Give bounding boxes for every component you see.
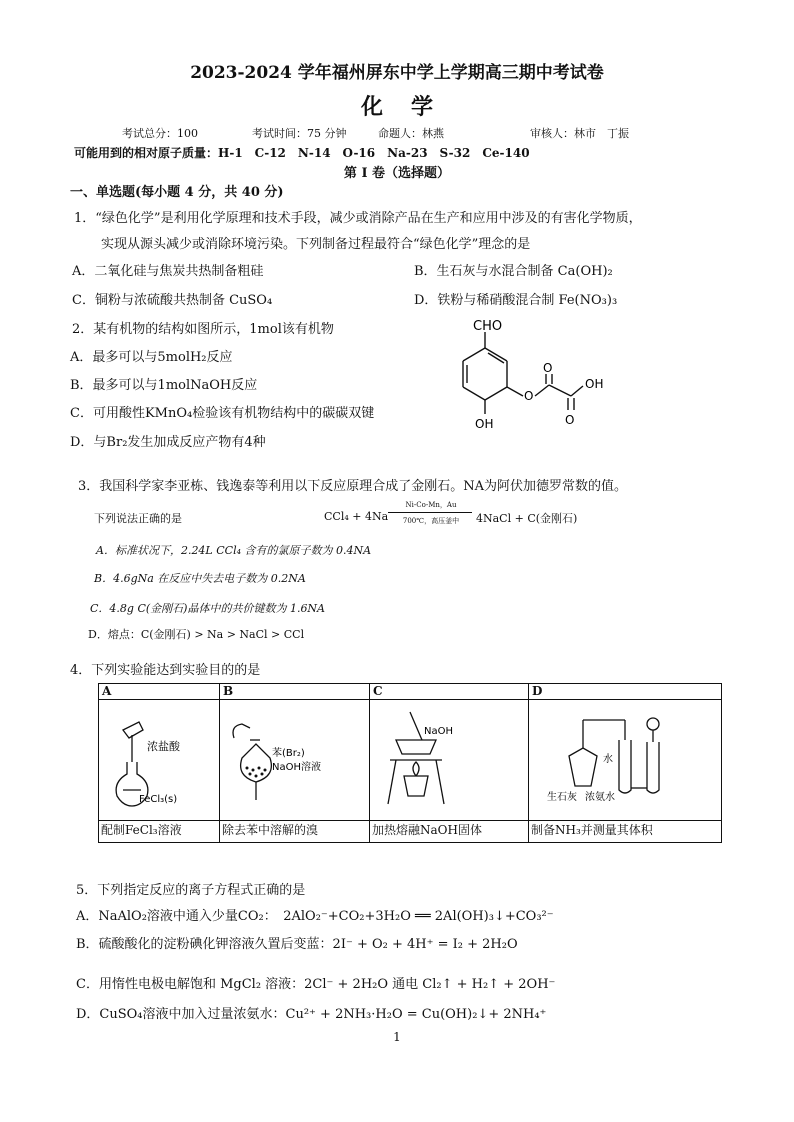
label-conc-hcl: 浓盐酸 — [147, 740, 180, 753]
label-fecl3-solid: FeCl₃(s) — [139, 794, 178, 805]
q5-stem: 5．下列指定反应的离子方程式正确的是 — [76, 883, 306, 898]
q3-substem: 下列说法正确的是 — [94, 512, 182, 525]
exp-caption-d: 制备NH₃并测量其体积 — [529, 820, 722, 842]
struct-acid-oh-label: OH — [585, 377, 604, 391]
label-naoh-solid: NaOH — [424, 726, 453, 737]
page-number: 1 — [393, 1030, 401, 1044]
apparatus-b-drawing — [220, 700, 365, 812]
q5-option-d: D．CuSO₄溶液中加入过量浓氨水：Cu²⁺ + 2NH₃·H₂O = Cu(OH)₂↓+ 2NH₄⁺ — [76, 1007, 547, 1022]
q1-option-c: C．铜粉与浓硫酸共热制备 CuSO₄ — [72, 293, 273, 308]
total-score: 考试总分：100 — [122, 127, 198, 140]
q3-option-c: C．4.8g C(金刚石)晶体中的共价键数为 1.6NA — [90, 602, 326, 615]
exp-caption-a: 配制FeCl₃溶液 — [99, 820, 220, 842]
exp-figure-a — [99, 700, 220, 821]
q5-option-c: C．用惰性电极电解饱和 MgCl₂ 溶液：2Cl⁻ + 2H₂O 通电 Cl₂↑ + H₂↑ + 2OH⁻ — [76, 977, 556, 992]
q2-option-a: A．最多可以与5molH₂反应 — [70, 350, 233, 365]
q5-option-b: B．硫酸酸化的淀粉碘化钾溶液久置后变蓝：2I⁻ + O₂ + 4H⁺ = I₂ + 2H₂O — [76, 937, 518, 952]
q1-option-d: D．铁粉与稀硝酸混合制 Fe(NO₃)₃ — [414, 293, 618, 308]
struct-oh-label: OH — [475, 417, 494, 431]
setter: 命题人：林燕 — [378, 127, 444, 140]
q3-equation-condition-top: Ni-Co-Mn，Au — [405, 501, 457, 509]
q3-option-b: B．4.6gNa 在反应中失去电子数为 0.2NA — [94, 572, 306, 585]
struct-carbonyl-o-label: O — [543, 361, 553, 375]
exam-title: 2023-2024 学年福州屏东中学上学期高三期中考试卷 — [190, 63, 604, 83]
q3-option-a: A．标准状况下，2.24L CCl₄ 含有的氯原子数为 0.4NA — [96, 544, 372, 557]
organic-structure-diagram — [455, 318, 625, 438]
label-benzene-br2: 苯(Br₂) — [272, 748, 305, 759]
struct-carbonyl-o2-label: O — [565, 413, 575, 427]
exp-head-d: D — [529, 684, 722, 700]
exp-caption-c: 加热熔融NaOH固体 — [370, 820, 529, 842]
q3-equation-right: 4NaCl + C(金刚石) — [476, 512, 578, 525]
apparatus-a-drawing — [99, 700, 215, 812]
struct-ester-o-label: O — [524, 389, 534, 403]
exp-figure-d — [529, 700, 722, 821]
exp-caption-b: 除去苯中溶解的溴 — [220, 820, 370, 842]
label-naoh-solution: NaOH溶液 — [272, 762, 321, 773]
q2-option-c: C．可用酸性KMnO₄检验该有机物结构中的碳碳双键 — [70, 406, 375, 421]
exp-head-b: B — [220, 684, 370, 700]
label-conc-ammonia: 浓氨水 — [585, 792, 615, 803]
label-quicklime: 生石灰 — [547, 792, 577, 803]
exam-time: 考试时间：75 分钟 — [252, 127, 347, 140]
section-heading: 一、单选题(每小题 4 分，共 40 分) — [70, 185, 284, 200]
experiment-table — [98, 683, 722, 843]
q3-option-d: D．熔点：C(金刚石) > Na > NaCl > CCl — [88, 628, 305, 641]
reviewer: 审核人：林市 丁振 — [530, 127, 629, 140]
apparatus-d-drawing — [529, 700, 727, 812]
q2-option-d: D．与Br₂发生加成反应产物有4种 — [70, 435, 266, 450]
exp-head-a: A — [99, 684, 220, 700]
q3-equation-condition-bottom: 700℃，高压釜中 — [402, 517, 460, 525]
atomic-mass-line: 可能用到的相对原子质量：H-1 C-12 N-14 O-16 Na-23 S-32 Ce-140 — [74, 146, 530, 160]
q1-stem-line2: 实现从源头减少或消除环境污染。下列制备过程最符合“绿色化学”理念的是 — [101, 237, 531, 252]
apparatus-c-drawing — [370, 700, 524, 812]
q3-equation-arrow — [388, 512, 472, 513]
exp-head-c: C — [370, 684, 529, 700]
q2-stem: 2．某有机物的结构如图所示，1mol该有机物 — [72, 322, 334, 337]
q1-option-a: A．二氧化硅与焦炭共热制备粗硅 — [72, 264, 264, 279]
q4-stem: 4．下列实验能达到实验目的的是 — [70, 663, 261, 678]
q1-stem-line1: 1．“绿色化学”是利用化学原理和技术手段，减少或消除产品在生产和应用中涉及的有害化学物质， — [74, 211, 642, 226]
struct-cho-label: CHO — [473, 319, 503, 334]
q3-equation-left: CCl₄ + 4Na — [324, 510, 389, 523]
q1-option-b: B．生石灰与水混合制备 Ca(OH)₂ — [414, 264, 613, 279]
q3-stem: 3．我国科学家李亚栋、钱逸泰等利用以下反应原理合成了金刚石。NA为阿伏加德罗常数的值。 — [78, 479, 628, 494]
exp-figure-b — [220, 700, 370, 821]
exp-figure-c — [370, 700, 529, 821]
label-water: 水 — [603, 754, 613, 765]
q2-option-b: B．最多可以与1molNaOH反应 — [70, 378, 258, 393]
subject-title: 化学 — [360, 94, 461, 120]
volume-heading: 第 I 卷（选择题） — [343, 166, 451, 181]
q5-option-a: A．NaAlO₂溶液中通入少量CO₂： 2AlO₂⁻+CO₂+3H₂O ══ 2Al(OH)₃↓+CO₃²⁻ — [76, 909, 554, 924]
